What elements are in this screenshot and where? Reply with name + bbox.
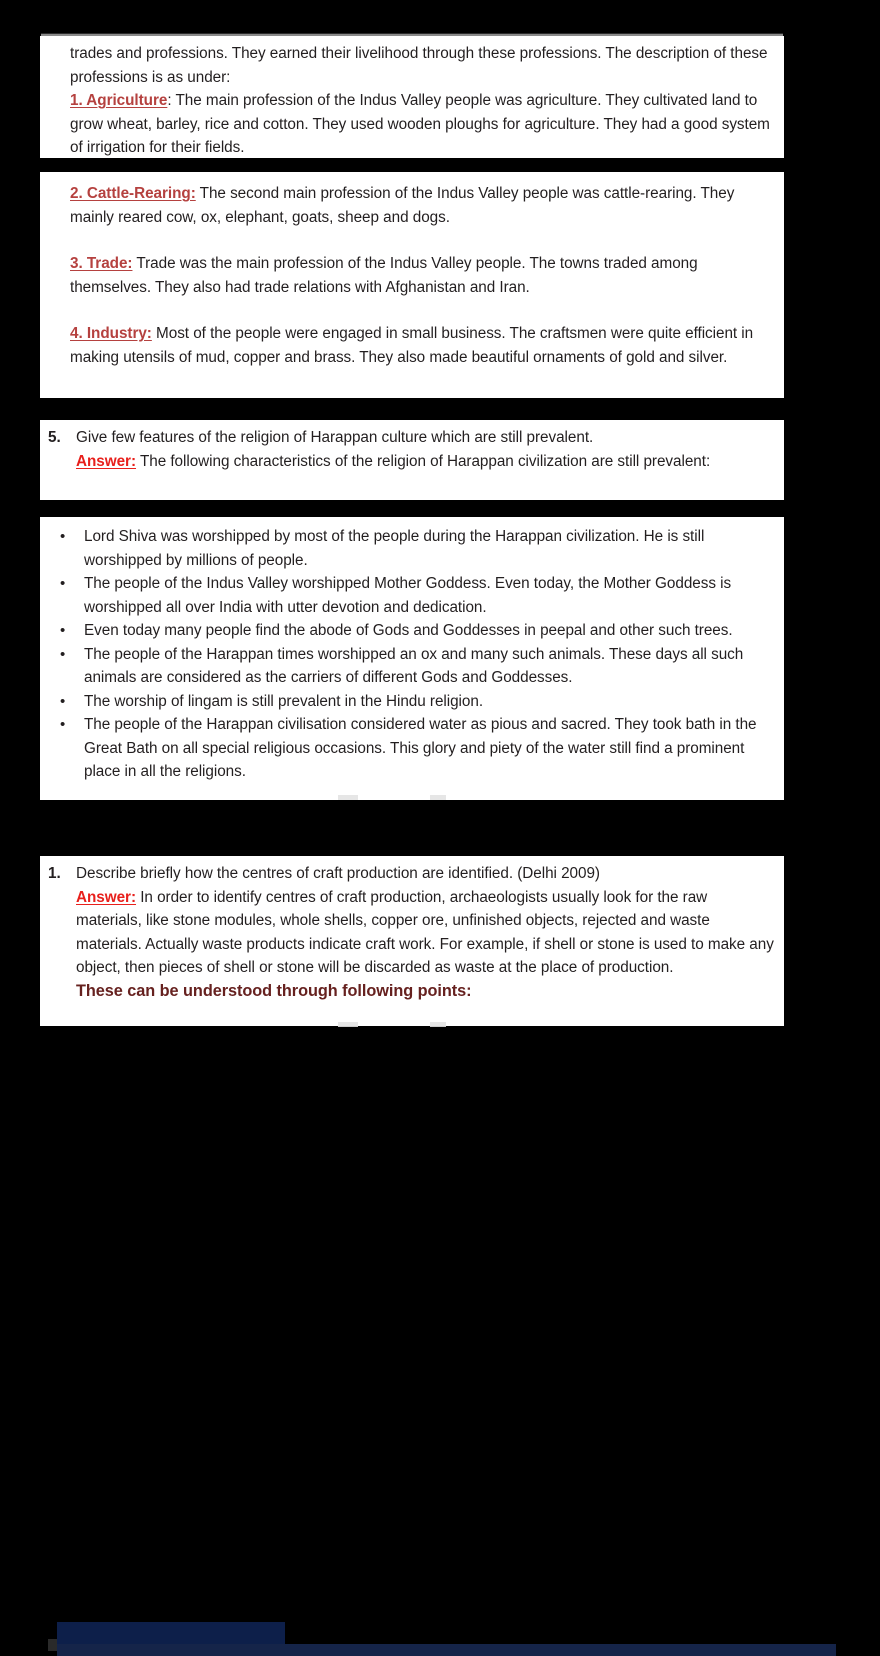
answer-5-text: The following characteristics of the religion of Harappan civilization are still prevalent:: [136, 452, 711, 470]
industry-heading: 4. Industry:: [70, 325, 152, 342]
answer-label: Answer:: [76, 452, 137, 470]
question-5-number: 5.: [48, 429, 61, 446]
bullet-icon: •: [60, 575, 66, 592]
list-item-text: The worship of lingam is still prevalent in the Hindu religion.: [84, 692, 484, 710]
bullet-icon: •: [60, 645, 66, 663]
question-1-body: [76, 862, 774, 1003]
cattle-rearing-heading: 2. Cattle-Rearing:: [70, 185, 196, 202]
answer-1-paragraph: [76, 886, 774, 980]
scan-artifact: [430, 1022, 446, 1027]
list-item-text: The people of the Harappan civilisation considered water as pious and sacred. They took bath in the Great Bath on all special religious occasions. This glory and piety of the water still find a prominent place in all the religions.: [84, 716, 757, 780]
scan-artifact: [338, 795, 358, 800]
trade-heading: 3. Trade:: [70, 255, 133, 272]
cattle-rearing-paragraph: [70, 182, 772, 229]
question-1-number: 1.: [48, 865, 61, 882]
intro-paragraph: [70, 42, 772, 89]
banner-underline-bar: [57, 1644, 836, 1656]
agriculture-heading: 1. Agriculture: [70, 92, 168, 109]
answer-1-text: In order to identify centres of craft production, archaeologists usually look for the raw materials, like stone modules, whole shells, copper ore, unfinished objects, rejected and waste materials. Actually waste products indicate craft work. For example, if shell or stone is used to make any object, then pieces of shell or stone will be discarded as waste at the place of production.: [76, 888, 774, 976]
bullet-icon: •: [60, 692, 66, 710]
content-panel-professions-intro: [40, 36, 784, 158]
list-item-text: The people of the Indus Valley worshipped Mother Goddess. Even today, the Mother Goddess is worshipped all over India with utter devotion and dedication.: [84, 575, 732, 616]
question-5-body: [76, 426, 772, 473]
agriculture-text: : The main profession of the Indus Valley people was agriculture. They cultivated land to grow wheat, barley, rice and cotton. They used wooden ploughs for agriculture. They had a good system of irrigation for their fields.: [70, 92, 770, 156]
content-panel-question-1: [40, 856, 784, 1026]
answer-5-paragraph: [76, 450, 772, 474]
list-item-text: The people of the Harappan times worshipped an ox and many such animals. These days all such animals are considered as the carriers of different Gods and Goddesses.: [84, 645, 744, 686]
list-item: [48, 690, 770, 714]
religion-features-list: [48, 525, 770, 784]
bullet-icon: •: [60, 622, 66, 639]
list-item-text: Lord Shiva was worshipped by most of the people during the Harappan civilization. He is still worshipped by millions of people.: [84, 528, 705, 569]
closing-line: These can be understood through following points:: [76, 981, 472, 1000]
scan-artifact: [338, 1022, 358, 1027]
intro-text: trades and professions. They earned their livelihood through these professions. The description of these professions is as under:: [70, 45, 768, 86]
list-item: [48, 643, 770, 690]
list-item-text: Even today many people find the abode of Gods and Goddesses in peepal and other such trees.: [84, 622, 733, 639]
question-1-text: Describe briefly how the centres of craft production are identified. (Delhi 2009): [76, 865, 600, 882]
industry-text: Most of the people were engaged in small business. The craftsmen were quite efficient in making utensils of mud, copper and brass. They also made beautiful ornaments of gold and silver.: [70, 325, 754, 366]
list-item: [48, 713, 770, 784]
answer-label: Answer:: [76, 888, 137, 906]
trade-text: Trade was the main profession of the Indus Valley people. The towns traded among themselves. They also had trade relations with Afghanistan and Iran.: [70, 255, 698, 296]
paragraph-spacer: [70, 229, 772, 252]
question-5-text: Give few features of the religion of Harappan culture which are still prevalent.: [76, 429, 594, 446]
question-1-row: [48, 862, 774, 1003]
question-5-row: [48, 426, 772, 473]
cattle-rearing-text: The second main profession of the Indus Valley people was cattle-rearing. They mainly reared cow, ox, elephant, goats, sheep and dogs.: [70, 185, 735, 226]
section-banner: [0, 806, 880, 852]
list-item: [48, 572, 770, 619]
agriculture-paragraph: [70, 89, 772, 160]
list-item: [48, 525, 770, 572]
content-panel-professions-list: [40, 172, 784, 398]
content-panel-question-5: [40, 420, 784, 500]
content-panel-religion-bullets: [40, 517, 784, 800]
bullet-icon: •: [60, 716, 66, 733]
banner-left-marker: [48, 1639, 57, 1651]
paragraph-spacer: [70, 299, 772, 322]
bullet-icon: •: [60, 528, 66, 545]
banner-title-text: [57, 1622, 285, 1644]
scan-artifact: [430, 795, 446, 800]
industry-paragraph: [70, 322, 772, 369]
list-item: [48, 619, 770, 643]
trade-paragraph: [70, 252, 772, 299]
